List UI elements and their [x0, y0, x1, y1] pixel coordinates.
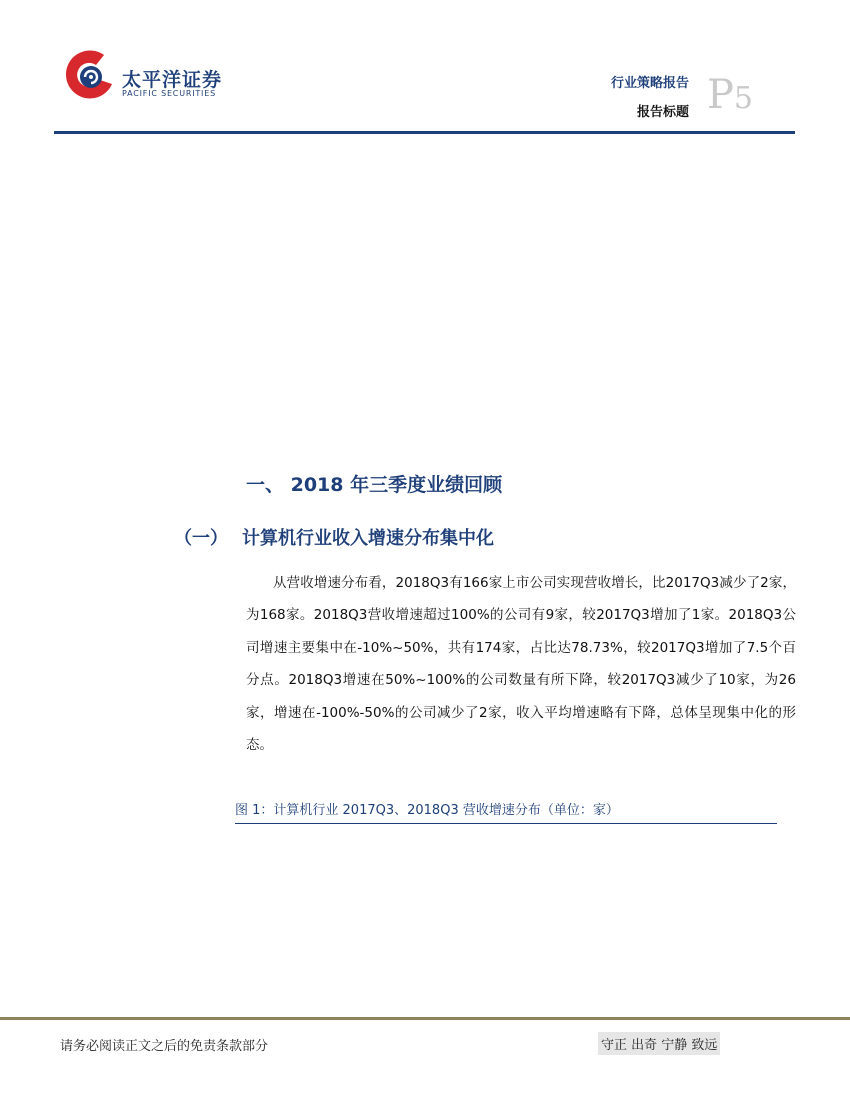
subsection-number: （一）	[174, 528, 228, 549]
body-paragraph: 从营收增速分布看，2018Q3有166家上市公司实现营收增长，比2017Q3减少了2家，为168家。2018Q3营收增速超过100%的公司有9家，较2017Q3增加了1家。2018Q3公司增速主要集中在-10%~50%，共有174家，占比达78.73%，较2017Q3增加了7.5个百分点。2018Q3增速在50%~100%的公司数量有所下降，较2017Q3减少了10家，为26家，增速在-100%-50%的公司减少了2家，收入平均增速略有下降，总体呈现集中化的形态。	[246, 575, 796, 754]
subsection-heading	[174, 524, 494, 550]
page-number	[707, 72, 753, 118]
subsection-title: 计算机行业收入增速分布集中化	[242, 528, 494, 549]
logo-english-name: PACIFIC SECURITIES	[122, 89, 216, 98]
header-rule	[54, 131, 795, 134]
disclaimer-text: 请务必阅读正文之后的免责条款部分	[60, 1039, 269, 1054]
page-prefix: P	[707, 72, 734, 118]
page-number-value: 5	[733, 81, 754, 116]
section-heading: 一、 2018 年三季度业绩回顾	[246, 474, 503, 496]
footer-rule	[0, 1017, 850, 1020]
report-type: 行业策略报告	[610, 76, 689, 91]
company-logo-icon	[60, 44, 120, 104]
logo-chinese-name: 太平洋证券	[122, 69, 223, 91]
figure-caption: 图 1：计算机行业 2017Q3、2018Q3 营收增速分布（单位：家）	[235, 799, 777, 824]
report-title: 报告标题	[636, 105, 689, 120]
company-motto: 守正 出奇 宁静 致远	[598, 1032, 720, 1055]
